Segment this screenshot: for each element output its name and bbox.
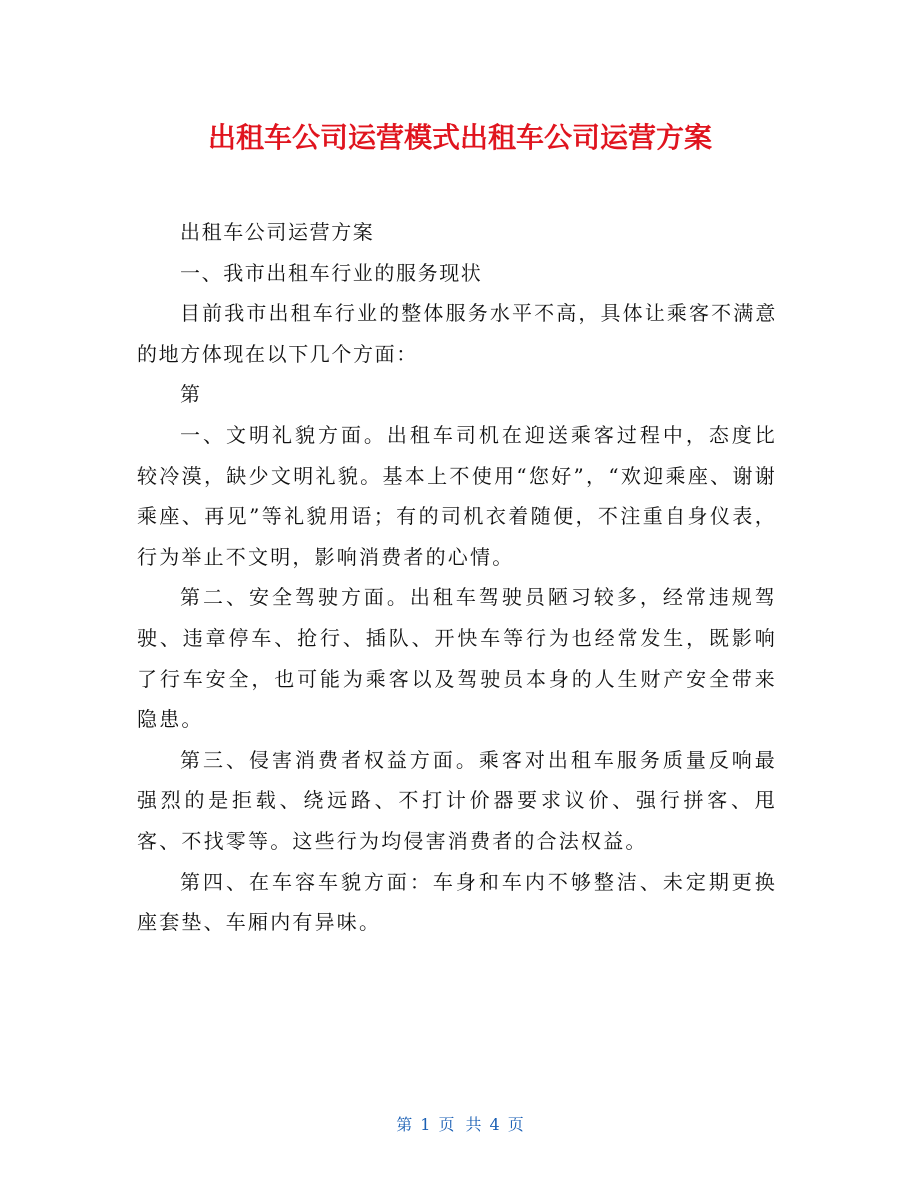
paragraph-heading: 出租车公司运营方案 (180, 220, 375, 244)
paragraph: 第四、在车容车貌方面：车身和车内不够整洁、未定期更换座套垫、车厢内有异味。 (137, 869, 777, 935)
paragraph: 一、文明礼貌方面。出租车司机在迎送乘客过程中，态度比较冷漠，缺少文明礼貌。基本上不使用“您好”，“欢迎乘座、谢谢乘座、再见”等礼貌用语；有的司机衣着随便，不注重自身仪表，行为举止不文明，影响消费者的心情。 (137, 422, 777, 569)
section-heading: 一、我市出租车行业的服务现状 (180, 260, 483, 285)
footer-suffix: 页 (507, 1115, 524, 1134)
footer-middle: 页 共 (438, 1115, 482, 1134)
page-footer (0, 1114, 920, 1136)
footer-current-page: 1 (420, 1115, 431, 1134)
paragraph: 目前我市出租车行业的整体服务水平不高，具体让乘客不满意的地方体现在以下几个方面： (137, 301, 777, 366)
footer-prefix: 第 (396, 1115, 413, 1134)
paragraph: 第三、侵害消费者权益方面。乘客对出租车服务质量反响最强烈的是拒载、绕远路、不打计价器要求议价、强行拼客、甩客、不找零等。这些行为均侵害消费者的合法权益。 (137, 747, 777, 853)
paragraph: 第 (180, 382, 202, 407)
paragraph: 第二、安全驾驶方面。出租车驾驶员陋习较多，经常违规驾驶、违章停车、抢行、插队、开快车等行为也经常发生，既影响了行车安全，也可能为乘客以及驾驶员本身的人生财产安全带来隐患。 (137, 585, 777, 732)
page-title: 出租车公司运营模式出租车公司运营方案 (207, 121, 712, 154)
footer-total-pages: 4 (489, 1115, 500, 1134)
document-body (137, 212, 777, 943)
